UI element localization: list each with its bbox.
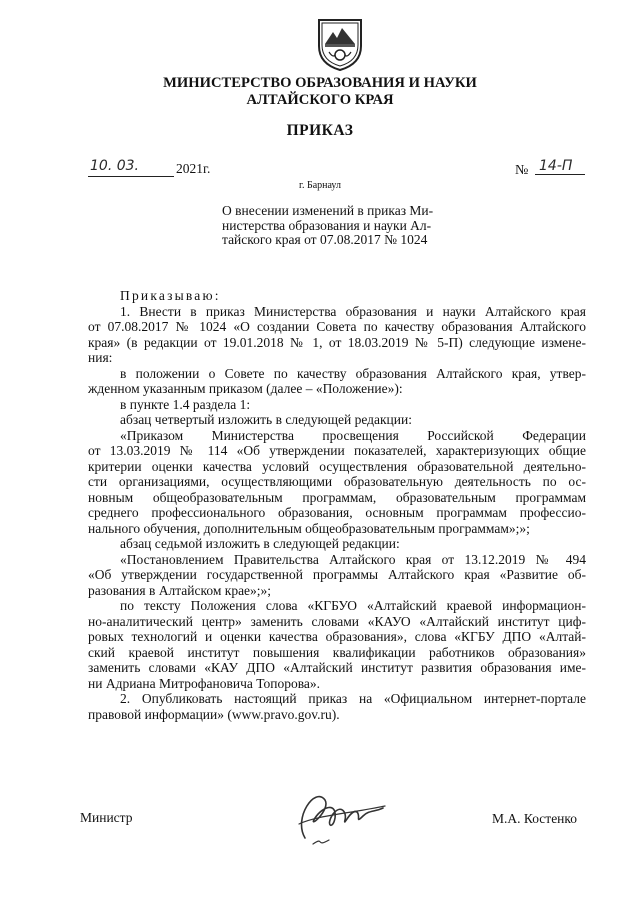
body-line: нального обучения, дополнительным общеобразовательным программам»;»; [88,520,530,536]
document-type-title: ПРИКАЗ [286,122,354,139]
body-line: 2. Опубликовать настоящий приказ на «Официальном интернет-портале [120,691,586,706]
signer-title: Министр [80,810,133,825]
body-line: «Приказом Министерства просвещения Российской Федерации [120,427,586,443]
coat-of-arms-emblem [311,14,369,72]
subject-line: тайского края от 07.08.2017 № 1024 [222,232,428,247]
date-underline [88,176,174,177]
body-line: абзац седьмой изложить в следующей редакции: [120,536,400,551]
body-line: критерии оценки качества условий осуществления образовательной деятельно- [88,458,586,474]
body-line: «Об утверждении государственной программы Алтайского края «Развитие об- [88,567,586,582]
signer-name: М.А. Костенко [492,811,578,826]
handwritten-signature [285,778,395,850]
body-line: по тексту Положения слова «КГБУО «Алтайский краевой информацион- [120,598,586,613]
body-line: края» (в редакции от 19.01.2018 № 1, от 18.03.2019 № 5-П) следующие измене- [88,334,586,350]
order-number-label: № [515,163,529,178]
handwritten-order-number: 14-П [535,158,585,175]
order-body [88,288,586,722]
handwritten-date: 10. 03. [90,158,139,174]
body-line: правовой информации» (www.pravo.gov.ru). [88,706,340,722]
body-line: заменить словами «КАУ ДПО «Алтайский институт развития образования име- [88,660,586,675]
body-line: ровых технологий и оценки качества образования», слова «КГБУ ДПО «Алтай- [88,629,586,644]
body-line: в положении о Совете по качеству образования Алтайского края, утвер- [120,365,586,381]
body-line: разования в Алтайском крае»;»; [88,582,272,598]
body-line: 1. Внести в приказ Министерства образования и науки Алтайского края [120,303,586,319]
body-line: ни Адриана Митрофановича Топорова». [88,675,321,691]
city-label: г. Барнаул [299,180,341,191]
order-directive: Приказываю: [120,288,221,303]
body-line: «Постановлением Правительства Алтайского края от 13.12.2019 № 494 [120,551,586,567]
body-line: в пункте 1.4 раздела 1: [120,396,251,412]
body-line: абзац четвертый изложить в следующей редакции: [120,412,412,427]
body-line: но-аналитический центр» заменить словами «КАУО «Алтайский институт циф- [88,613,586,629]
body-line: новным общеобразовательным программам, образовательным программам [88,489,586,505]
date-year-suffix: 2021г. [176,161,211,176]
subject-line: нистерства образования и науки Ал- [222,217,432,233]
ministry-name-line1: МИНИСТЕРСТВО ОБРАЗОВАНИЯ И НАУКИ [163,75,477,91]
subject-line: О внесении изменений в приказ Ми- [222,203,434,218]
body-line: ния: [88,350,113,365]
body-line: от 07.08.2017 № 1024 «О создании Совета по качеству образования Алтайского [88,319,586,334]
ministry-name [0,75,640,109]
body-line: сти организациями, осуществляющими образовательную деятельность по ос- [88,474,586,489]
body-line: среднего профессионального образования, основным программам профессио- [88,505,586,520]
body-line: ский краевой институт повышения квалификации работников образования» [88,644,586,660]
ministry-name-line2: АЛТАЙСКОГО КРАЯ [246,92,394,108]
order-subject [222,204,462,248]
body-line: жденном указанным приказом (далее – «Положение»): [88,381,403,396]
body-line: от 13.03.2019 № 114 «Об утверждении показателей, характеризующих общие [88,443,586,458]
